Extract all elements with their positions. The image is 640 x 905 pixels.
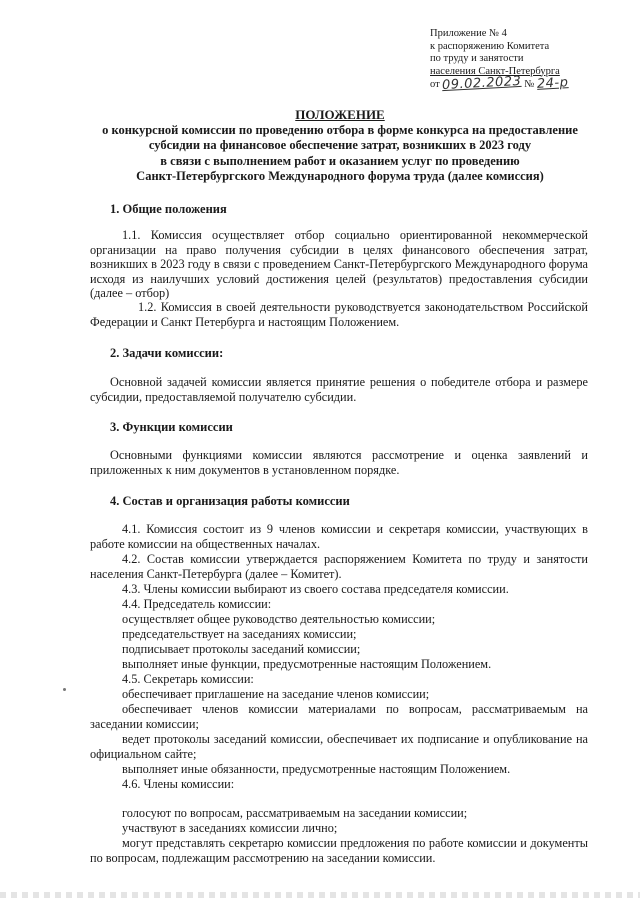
paragraph-4-3: 4.3. Члены комиссии выбирают из своего состава председателя комиссии.	[122, 582, 509, 596]
appendix-line: к распоряжению Комитета	[430, 40, 550, 52]
title-line: субсидии на финансовое обеспечение затрат, возникших в 2023 году	[148, 138, 532, 152]
paragraph-4-1: 4.1. Комиссия состоит из 9 членов комиссии и секретаря комиссии, участвующих в работе комиссии на общественных началах.	[90, 522, 588, 551]
title-line: о конкурсной комиссии по проведению отбора в форме конкурса на предоставление	[102, 122, 578, 137]
paragraph-1-2: 1.2. Комиссия в своей деятельности руководствуется законодательством Российской Федерации и Санкт Петербурга и настоящим Положением.	[90, 300, 588, 329]
section-1-heading: 1. Общие положения	[110, 202, 227, 216]
section-2-heading: 2. Задачи комиссии:	[110, 346, 224, 360]
paragraph-4-6: 4.6. Члены комиссии:	[122, 777, 235, 791]
title-heading: ПОЛОЖЕНИЕ	[295, 107, 385, 122]
list-item: обеспечивает приглашение на заседание членов комиссии;	[122, 687, 430, 701]
handwritten-date: 09.02.2023	[441, 73, 523, 94]
paragraph-4-4: 4.4. Председатель комиссии:	[122, 597, 272, 611]
list-item: участвуют в заседаниях комиссии лично;	[122, 821, 338, 835]
paragraph-1-1: 1.1. Комиссия осуществляет отбор социально ориентированной некоммерческой организации на право получения субсидии в целях финансового обеспечения затрат, возникших в 2023 году в связи с проведением Санкт-Петербургского Международного форума исходя из наилучших условий достижения целей (результатов) предоставления субсидии (далее – отбор)	[90, 228, 588, 300]
list-item: выполняет иные обязанности, предусмотренные настоящим Положением.	[122, 762, 511, 776]
appendix-line: по труду и занятости	[430, 53, 524, 64]
appendix-block	[430, 28, 610, 92]
appendix-line: населения Санкт-Петербурга	[430, 65, 560, 77]
list-item: ведет протоколы заседаний комиссии, обеспечивает их подписание и опубликование на официальном сайте;	[90, 732, 588, 761]
appendix-date-line	[430, 73, 610, 94]
title-line: в связи с выполнением работ и оказанием услуг по проведению	[160, 153, 520, 168]
list-item: голосуют по вопросам, рассматриваемым на заседании комиссии;	[122, 806, 468, 820]
handwritten-number: 24-р	[536, 75, 569, 92]
section-3-heading: 3. Функции комиссии	[110, 420, 233, 434]
list-item: председательствует на заседаниях комиссии;	[122, 627, 357, 641]
section-4-heading: 4. Состав и организация работы комиссии	[110, 494, 350, 508]
date-prefix: от	[430, 79, 440, 90]
scan-edge-noise	[0, 892, 640, 898]
appendix-line: Приложение № 4	[430, 28, 507, 39]
document-title	[60, 107, 620, 185]
list-item: осуществляет общее руководство деятельностью комиссии;	[122, 612, 436, 626]
list-item: обеспечивает членов комиссии материалами по вопросам, рассматриваемым на заседании комиссии;	[90, 702, 588, 731]
paragraph-4-2: 4.2. Состав комиссии утверждается распоряжением Комитета по труду и занятости населения Санкт-Петербурга (далее – Комитет).	[90, 552, 588, 581]
scan-speck	[63, 688, 66, 691]
paragraph-2: Основной задачей комиссии является принятие решения о победителе отбора и размере субсидии, предоставляемой получателю субсидии.	[90, 375, 588, 404]
paragraph-4-5: 4.5. Секретарь комиссии:	[122, 672, 254, 686]
title-line: Санкт-Петербургского Международного форума труда (далее комиссия)	[136, 169, 544, 183]
list-item: выполняет иные функции, предусмотренные настоящим Положением.	[122, 657, 492, 671]
list-item: могут представлять секретарю комиссии предложения по работе комиссии и документы по вопросам, подлежащим рассмотрению на заседании комиссии.	[90, 836, 588, 865]
number-prefix: №	[524, 79, 535, 90]
paragraph-3: Основными функциями комиссии являются рассмотрение и оценка заявлений и приложенных к ним документов в установленном порядке.	[90, 448, 588, 477]
list-item: подписывает протоколы заседаний комиссии;	[122, 642, 361, 656]
